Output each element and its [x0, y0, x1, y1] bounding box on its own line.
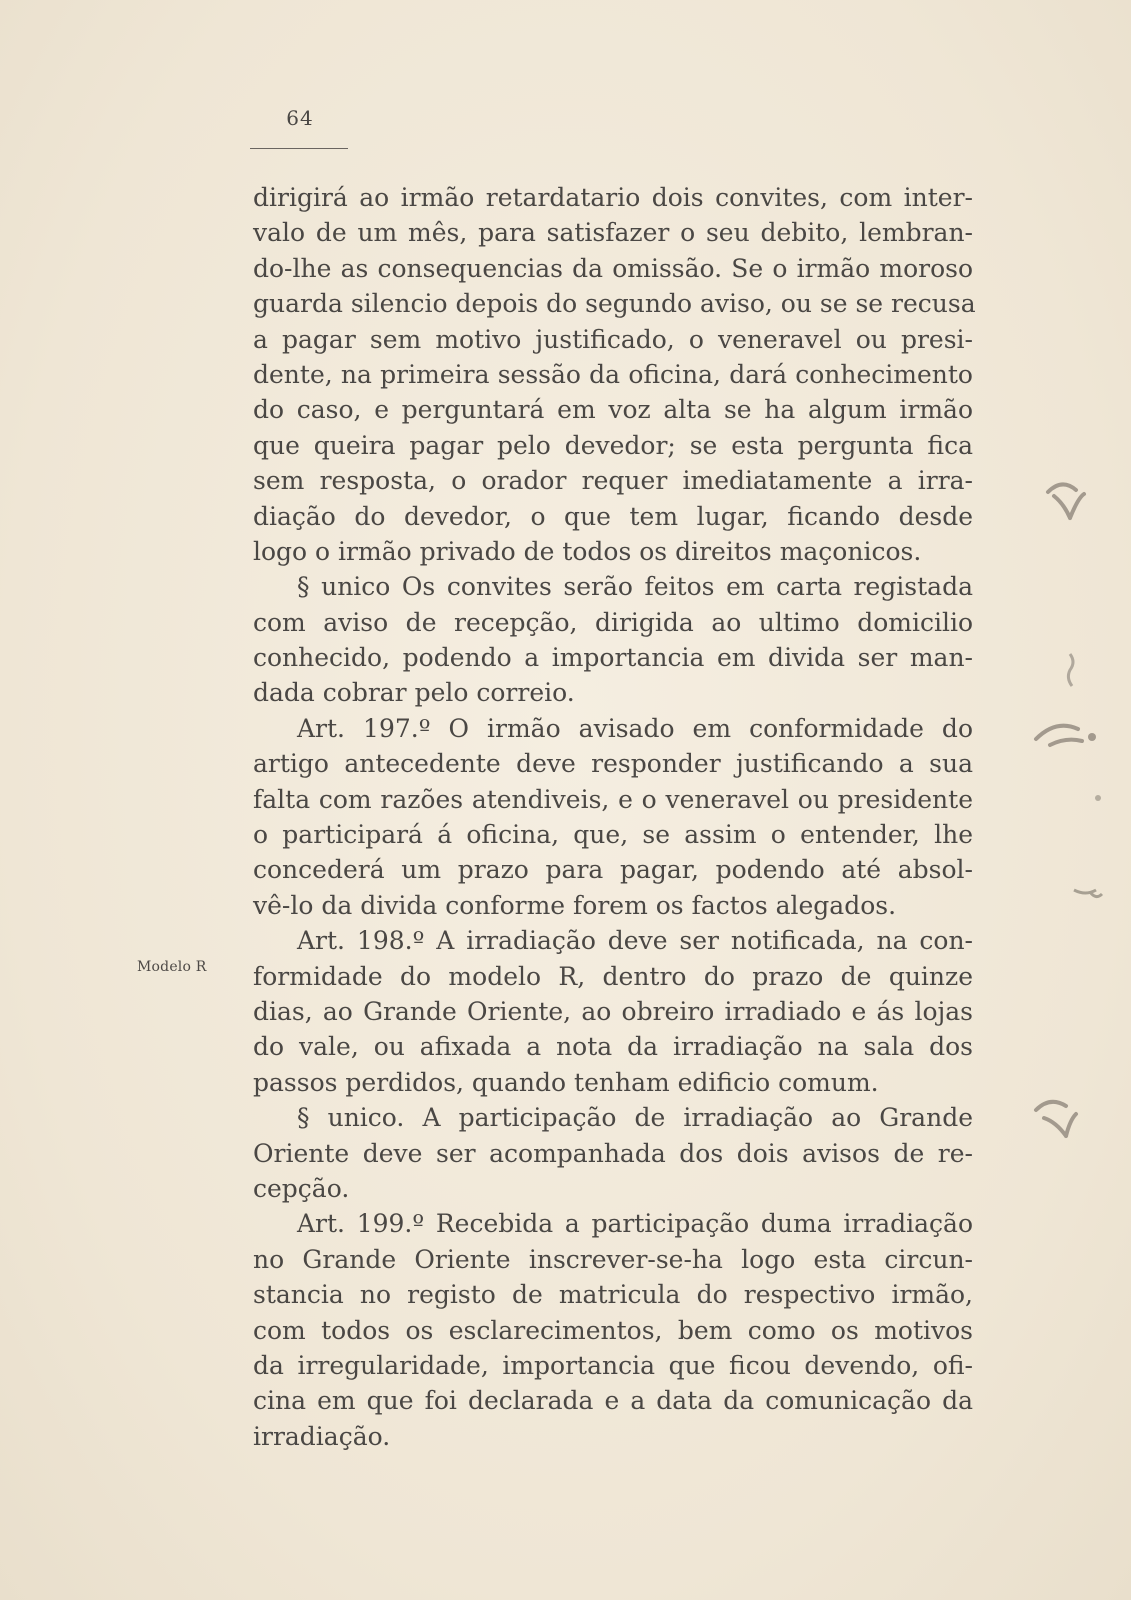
- text-line: logo o irmão privado de todos os direitos maçonicos.: [253, 536, 922, 566]
- page-number-rule: [250, 148, 348, 149]
- text-line: dirigirá ao irmão retardatario dois convites, com inter-: [253, 183, 973, 212]
- text-line: com todos os esclarecimentos, bem como os motivos: [253, 1315, 973, 1345]
- bleed-through-ornament: [1070, 880, 1110, 910]
- text-line: § unico Os convites serão feitos em carta registada: [297, 572, 973, 602]
- text-line: conhecido, podendo a importancia em divida ser man-: [253, 643, 973, 673]
- text-line: dada cobrar pelo correio.: [253, 678, 575, 708]
- text-line: sem resposta, o orador requer imediatamente a irra-: [253, 466, 973, 496]
- text-line: Art. 199.º Recebida a participação duma irradiação: [297, 1209, 973, 1239]
- margin-note: Modelo R: [137, 959, 207, 975]
- text-line: guarda silencio depois do segundo aviso, ou se se recusa: [253, 289, 976, 319]
- text-line: dente, na primeira sessão da oficina, dará conhecimento: [253, 359, 973, 389]
- text-line: no Grande Oriente inscrever-se-ha logo esta circun-: [253, 1244, 973, 1274]
- text-line: vê-lo da divida conforme forem os factos alegados.: [253, 890, 897, 920]
- text-line: Oriente deve ser acompanhada dos dois avisos de re-: [253, 1138, 973, 1168]
- body-text: [253, 180, 976, 1454]
- text-line: o participará á oficina, que, se assim o entender, lhe: [253, 820, 973, 850]
- text-line: do-lhe as consequencias da omissão. Se o irmão moroso: [253, 253, 973, 283]
- bleed-through-ornament: [1030, 715, 1100, 755]
- text-line: dias, ao Grande Oriente, ao obreiro irradiado e ás lojas: [253, 996, 973, 1026]
- text-line: irradiação.: [253, 1421, 391, 1451]
- bleed-through-ornament: [1030, 1090, 1080, 1140]
- bleed-through-ornament: [1040, 470, 1090, 530]
- text-line: concederá um prazo para pagar, podendo até absol-: [253, 855, 973, 885]
- text-line: do vale, ou afixada a nota da irradiação na sala dos: [253, 1032, 973, 1062]
- text-line: da irregularidade, importancia que ficou devendo, ofi-: [253, 1350, 973, 1380]
- text-line: formidade do modelo R, dentro do prazo de quinze: [253, 961, 973, 991]
- text-line: a pagar sem motivo justificado, o veneravel ou presi-: [253, 324, 973, 354]
- bleed-through-ornament: [1092, 792, 1106, 806]
- text-line: § unico. A participação de irradiação ao Grande: [297, 1103, 973, 1133]
- text-line: diação do devedor, o que tem lugar, ficando desde: [253, 501, 973, 531]
- text-line: stancia no registo de matricula do respectivo irmão,: [253, 1280, 973, 1310]
- text-line: cina em que foi declarada e a data da comunicação da: [253, 1386, 973, 1416]
- text-line: valo de um mês, para satisfazer o seu debito, lembran-: [253, 218, 973, 248]
- text-line: com aviso de recepção, dirigida ao ultimo domicilio: [253, 607, 973, 637]
- text-line: Art. 197.º O irmão avisado em conformidade do: [297, 713, 973, 743]
- text-line: Art. 198.º A irradiação deve ser notificada, na con-: [297, 926, 973, 956]
- text-line: do caso, e perguntará em voz alta se ha algum irmão: [253, 395, 973, 425]
- text-line: cepção.: [253, 1173, 350, 1203]
- text-line: que queira pagar pelo devedor; se esta pergunta fica: [253, 430, 973, 460]
- text-line: passos perdidos, quando tenham edificio comum.: [253, 1067, 879, 1097]
- text-line: artigo antecedente deve responder justificando a sua: [253, 749, 973, 779]
- page-number: 64: [286, 106, 314, 130]
- text-line: falta com razões atendiveis, e o veneravel ou presidente: [253, 784, 973, 814]
- bleed-through-ornament: [1062, 650, 1082, 690]
